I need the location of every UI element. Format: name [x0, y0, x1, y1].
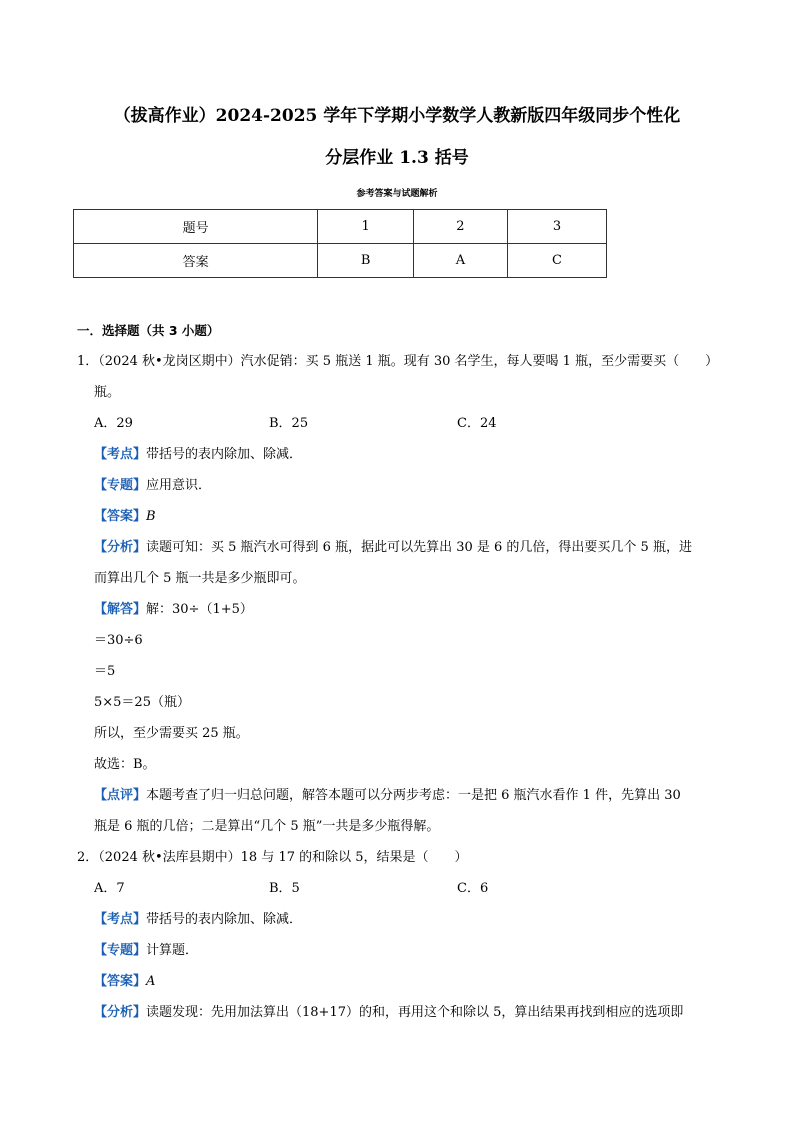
fenxi-tag: 【分析】 [94, 540, 147, 555]
table-row [74, 244, 607, 278]
option-b: B．5 [269, 881, 300, 896]
kaodian-text: 带括号的表内除加、除减． [146, 912, 303, 927]
q1-jieda-line5: 所以，至少需要买 25 瓶。 [94, 726, 249, 741]
q1-daan [77, 501, 727, 532]
kaodian-text: 带括号的表内除加、除减． [146, 447, 303, 462]
q2-stem-line1: 2．（2024 秋•法库县期中）18 与 17 的和除以 5，结果是（ ） [77, 850, 468, 865]
q2-fenxi-line1 [77, 997, 727, 1028]
q1-zhuanti [77, 470, 727, 501]
fenxi-text: 读题可知：买 5 瓶汽水可得到 6 瓶，据此可以先算出 30 是 6 的几倍，得出要买几个 5 瓶，进 [146, 540, 692, 555]
section-title: 一．选择题（共 3 小题） [77, 323, 220, 338]
table-cell: 答案 [74, 244, 318, 278]
option-c: C．6 [457, 881, 489, 896]
q1-fenxi-line1 [77, 532, 727, 563]
q1-jieda-line3: ＝5 [94, 664, 116, 679]
fenxi-text: 读题发现：先用加法算出（18+17）的和，再用这个和除以 5，算出结果再找到相应的选项即 [146, 1005, 684, 1020]
q1-fenxi-line2: 而算出几个 5 瓶一共是多少瓶即可。 [94, 571, 306, 586]
daan-text: A [146, 974, 156, 989]
dianping-text: 本题考查了归一归总问题，解答本题可以分两步考虑：一是把 6 瓶汽水看作 1 件，先算出 30 [146, 788, 681, 803]
kaodian-tag: 【考点】 [94, 912, 147, 927]
daan-tag: 【答案】 [94, 974, 147, 989]
q1-dianping-line2: 瓶是 6 瓶的几倍；二是算出“几个 5 瓶”一共是多少瓶得解。 [94, 819, 440, 834]
kaodian-tag: 【考点】 [94, 447, 147, 462]
zhuanti-text: 计算题． [146, 943, 199, 958]
q1-dianping-line1 [77, 780, 727, 811]
option-a: A．29 [94, 416, 133, 431]
q1-stem-line2: 瓶。 [94, 385, 121, 400]
q1-jieda-line2: ＝30÷6 [94, 633, 143, 648]
page-title-line2: 分层作业 1.3 括号 [325, 148, 469, 168]
option-a: A．7 [94, 881, 125, 896]
table-cell: 1 [318, 210, 414, 244]
jieda-text: 解：30÷（1+5） [146, 602, 253, 617]
table-cell: 3 [507, 210, 606, 244]
table-cell: 题号 [74, 210, 318, 244]
daan-text: B [146, 509, 156, 524]
q1-jieda-line4: 5×5＝25（瓶） [94, 695, 190, 710]
document-body [77, 315, 727, 1028]
page-title-line1: （拔高作业）2024-2025 学年下学期小学数学人教新版四年级同步个性化 [113, 106, 681, 126]
q2-options [77, 873, 727, 904]
q2-zhuanti [77, 935, 727, 966]
option-c: C．24 [457, 416, 497, 431]
fenxi-tag: 【分析】 [94, 1005, 147, 1020]
q1-options [77, 408, 727, 439]
table-cell: B [318, 244, 414, 278]
table-cell: 2 [413, 210, 507, 244]
option-b: B．25 [269, 416, 309, 431]
table-row [74, 210, 607, 244]
zhuanti-tag: 【专题】 [94, 478, 147, 493]
zhuanti-text: 应用意识． [146, 478, 212, 493]
answer-table [73, 209, 607, 278]
daan-tag: 【答案】 [94, 509, 147, 524]
q1-jieda-line6: 故选：B。 [94, 757, 156, 772]
zhuanti-tag: 【专题】 [94, 943, 147, 958]
table-cell: C [507, 244, 606, 278]
q1-stem-line1: 1．（2024 秋•龙岗区期中）汽水促销：买 5 瓶送 1 瓶。现有 30 名学生，每人要喝 1 瓶，至少需要买（ ） [77, 354, 719, 369]
table-cell: A [413, 244, 507, 278]
page-subtitle: 参考答案与试题解析 [356, 189, 438, 199]
q1-jieda-line1 [77, 594, 727, 625]
q1-kaodian [77, 439, 727, 470]
jieda-tag: 【解答】 [94, 602, 147, 617]
dianping-tag: 【点评】 [94, 788, 147, 803]
q2-daan [77, 966, 727, 997]
q2-kaodian [77, 904, 727, 935]
